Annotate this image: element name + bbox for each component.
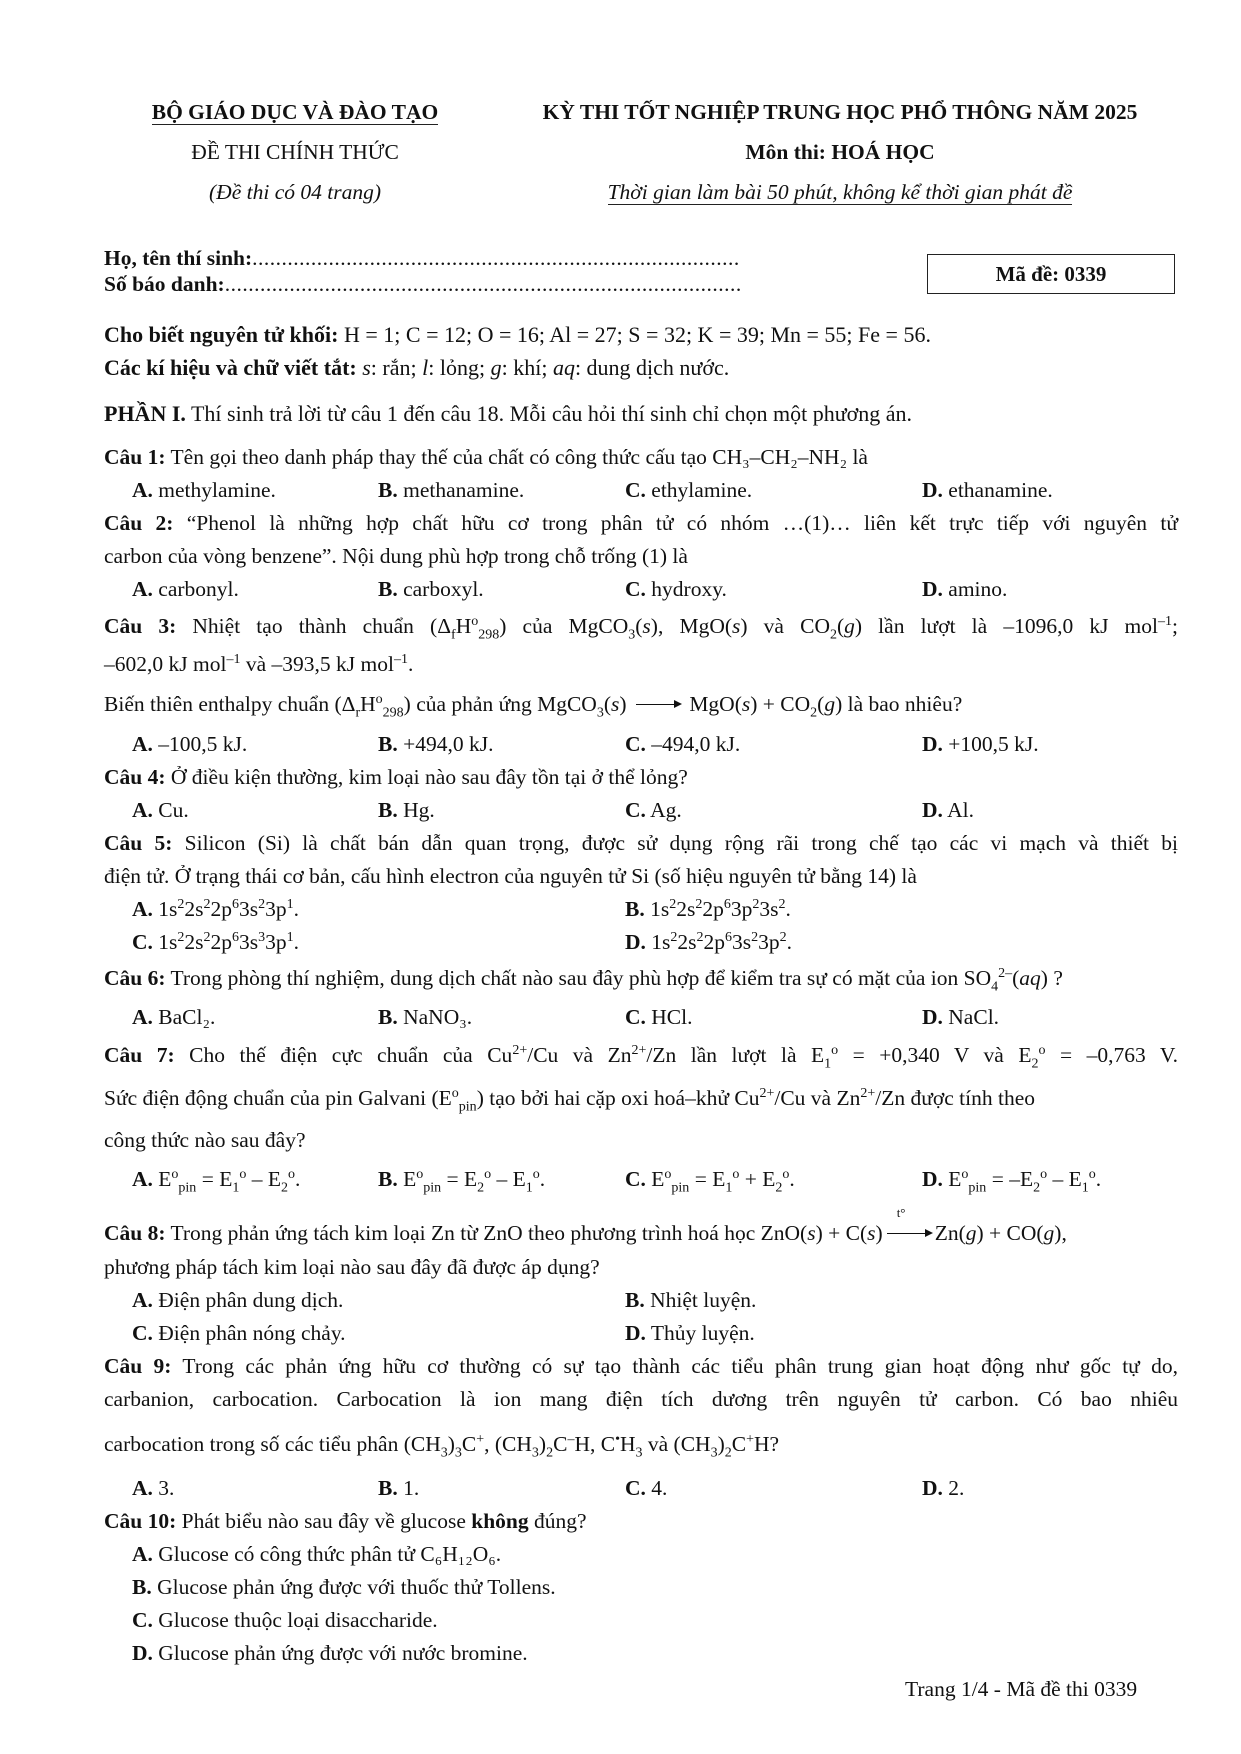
q2-option-b[interactable]: B. carboxyl. bbox=[378, 577, 484, 601]
question-7-stem-cont-2: công thức nào sau đây? bbox=[104, 1128, 306, 1152]
q7-option-c[interactable]: C. $E^o_{pin} = E_1^o + E_2^o$. bbox=[625, 1166, 795, 1196]
q4-option-c[interactable]: C. Ag. bbox=[625, 798, 682, 822]
page-footer: Trang 1/4 - Mã đề thi 0339 bbox=[905, 1677, 1138, 1701]
question-1-stem: Câu 1: Tên gọi theo danh pháp thay thế của chất có công thức cấu tạo CH₃–CH₂–NH₂ là bbox=[104, 445, 868, 469]
q4-option-a[interactable]: A. Cu. bbox=[132, 798, 189, 822]
q5-option-a[interactable]: A. $1s^22s^22p^63s^23p^1$. bbox=[132, 896, 300, 921]
q8-option-d[interactable]: D. Thủy luyện. bbox=[625, 1321, 755, 1345]
q9-option-d[interactable]: D. 2. bbox=[922, 1476, 965, 1500]
q4-option-d[interactable]: D. Al. bbox=[922, 798, 974, 822]
question-7-stem: Câu 7: Cho thế điện cực chuẩn của $Cu^{2+}/Cu$ và $Zn^{2+}/Zn$ lần lượt là $E_1^o = +0,340$ V và $E_2^o = -0,763$ V. bbox=[104, 1042, 1178, 1072]
q10-option-b[interactable]: B. Glucose phản ứng được với thuốc thử Tollens. bbox=[132, 1575, 556, 1599]
candidate-name-label: Họ, tên thí sinh:................................................................................... bbox=[104, 246, 740, 270]
q3-option-c[interactable]: C. –494,0 kJ. bbox=[625, 732, 741, 756]
q7-option-b[interactable]: B. $E^o_{pin} = E_2^o - E_1^o$. bbox=[378, 1166, 546, 1196]
question-8-stem-cont: phương pháp tách kim loại nào sau đây đã được áp dụng? bbox=[104, 1255, 600, 1279]
candidate-id-label: Số báo danh:........................................................................................ bbox=[104, 272, 742, 296]
q1-option-c[interactable]: C. ethylamine. bbox=[625, 478, 753, 502]
subject-label: Môn thi: HOÁ HỌC bbox=[745, 140, 935, 164]
q2-option-d[interactable]: D. amino. bbox=[922, 577, 1008, 601]
question-4-stem: Câu 4: Ở điều kiện thường, kim loại nào sau đây tồn tại ở thể lỏng? bbox=[104, 765, 688, 789]
ministry-name: BỘ GIÁO DỤC VÀ ĐÀO TẠO bbox=[151, 100, 439, 124]
q1-option-b[interactable]: B. methanamine. bbox=[378, 478, 525, 502]
q8-option-a[interactable]: A. Điện phân dung dịch. bbox=[132, 1288, 344, 1312]
q6-option-a[interactable]: A. BaCl₂. bbox=[132, 1005, 216, 1029]
q5-option-d[interactable]: D. $1s^22s^22p^63s^23p^2$. bbox=[625, 929, 793, 954]
exam-code-box: Mã đề: 0339 bbox=[927, 254, 1175, 294]
q10-option-d[interactable]: D. Glucose phản ứng được với nước bromine. bbox=[132, 1641, 528, 1665]
q9-option-a[interactable]: A. 3. bbox=[132, 1476, 175, 1500]
q7-option-a[interactable]: A. $E^o_{pin} = E_1^o - E_2^o$. bbox=[132, 1166, 301, 1196]
question-9-stem-cont: carbanion, carbocation. Carbocation là ion mang điện tích dương trên nguyên tử carbon. Có bao nhiêu bbox=[104, 1387, 1178, 1411]
q9-option-b[interactable]: B. 1. bbox=[378, 1476, 420, 1500]
q2-option-c[interactable]: C. hydroxy. bbox=[625, 577, 727, 601]
question-10-stem: Câu 10: Phát biểu nào sau đây về glucose không đúng? bbox=[104, 1509, 587, 1533]
q3-option-b[interactable]: B. +494,0 kJ. bbox=[378, 732, 494, 756]
q7-option-d[interactable]: D. $E^o_{pin} = -E_2^o - E_1^o$. bbox=[922, 1166, 1102, 1196]
q3-option-d[interactable]: D. +100,5 kJ. bbox=[922, 732, 1039, 756]
q2-option-a[interactable]: A. carbonyl. bbox=[132, 577, 239, 601]
time-note: Thời gian làm bài 50 phút, không kể thời gian phát đề bbox=[607, 180, 1073, 204]
q3-option-a[interactable]: A. –100,5 kJ. bbox=[132, 732, 248, 756]
q6-option-c[interactable]: C. HCl. bbox=[625, 1005, 693, 1029]
question-2-stem: Câu 2: “Phenol là những hợp chất hữu cơ trong phân tử có nhóm …(1)… liên kết trực tiếp với nguyên tử bbox=[104, 511, 1178, 535]
question-9-stem: Câu 9: Trong các phản ứng hữu cơ thường có sự tạo thành các tiểu phân trung gian hoạt động như gốc tự do, bbox=[104, 1354, 1178, 1378]
question-3-stem-2: Biến thiên enthalpy chuẩn $(\Delta_rH^o_{298})$ của phản ứng MgCO$_3$(s) $MgO(s) + CO_2(g)$ là bao nhiêu? bbox=[104, 691, 963, 721]
q9-option-c[interactable]: C. 4. bbox=[625, 1476, 668, 1500]
question-5-stem: Câu 5: Silicon (Si) là chất bán dẫn quan trọng, được sử dụng rộng rãi trong chế tạo các vi mạch và thiết bị bbox=[104, 831, 1178, 855]
symbols-line: Các kí hiệu và chữ viết tắt: s: rắn; l: lỏng; g: khí; aq: dung dịch nước. bbox=[104, 355, 730, 380]
question-3-stem-cont: –602,0 kJ mol$^{-1}$ và –393,5 kJ mol$^{-1}$. bbox=[104, 651, 414, 676]
atomic-mass-line: Cho biết nguyên tử khối: H = 1; C = 12; O = 16; Al = 27; S = 32; K = 39; Mn = 55; Fe = 56. bbox=[104, 322, 931, 347]
question-7-stem-cont: Sức điện động chuẩn của pin Galvani $(E^o_{pin})$ tạo bởi hai cặp oxi hoá–khử $Cu^{2+}/Cu$ và $Zn^{2+}/Zn$ được tính theo bbox=[104, 1085, 1036, 1115]
question-6-stem: Câu 6: Trong phòng thí nghiệm, dung dịch chất nào sau đây phù hợp để kiểm tra sự có mặt của ion $SO_4^{2-}(aq)$ ? bbox=[104, 965, 1063, 995]
q5-option-b[interactable]: B. $1s^22s^22p^63p^23s^2$. bbox=[625, 896, 791, 921]
question-9-stem-cont-2: carbocation trong số các tiểu phân $(CH_3)_3C^+$, $(CH_3)_2C^-H$, $C^•H_3$ và $(CH_3)_2C^+H$? bbox=[104, 1431, 780, 1461]
question-5-stem-cont: điện tử. Ở trạng thái cơ bản, cấu hình electron của nguyên tử Si (số hiệu nguyên tử bằng 14) là bbox=[104, 864, 917, 888]
q1-option-d[interactable]: D. ethanamine. bbox=[922, 478, 1053, 502]
pages-note: (Đề thi có 04 trang) bbox=[209, 180, 381, 204]
q8-option-b[interactable]: B. Nhiệt luyện. bbox=[625, 1288, 757, 1312]
part1-instruction: PHẦN I. Thí sinh trả lời từ câu 1 đến câu 18. Mỗi câu hỏi thí sinh chỉ chọn một phương án. bbox=[104, 401, 913, 426]
q5-option-c[interactable]: C. $1s^22s^22p^63s^33p^1$. bbox=[132, 929, 300, 954]
q8-option-c[interactable]: C. Điện phân nóng chảy. bbox=[132, 1321, 346, 1345]
question-8-stem: Câu 8: Trong phản ứng tách kim loại Zn từ ZnO theo phương trình hoá học ZnO(s) + C(s) t° Zn(g) + CO(g), bbox=[104, 1205, 1067, 1245]
q10-option-a[interactable]: A. Glucose có công thức phân tử C₆H₁₂O₆. bbox=[132, 1542, 502, 1566]
question-3-stem: Câu 3: Nhiệt tạo thành chuẩn $(\Delta_fH^o_{298})$ của MgCO$_3$(s), MgO(s) và $CO_2(g)$ lần lượt là –1096,0 kJ mol$^{-1}$; bbox=[104, 613, 1178, 643]
q4-option-b[interactable]: B. Hg. bbox=[378, 798, 435, 822]
q6-option-d[interactable]: D. NaCl. bbox=[922, 1005, 1000, 1029]
q6-option-b[interactable]: B. NaNO₃. bbox=[378, 1005, 473, 1029]
q1-option-a[interactable]: A. methylamine. bbox=[132, 478, 276, 502]
question-2-stem-cont: carbon của vòng benzene”. Nội dung phù hợp trong chỗ trống (1) là bbox=[104, 544, 688, 568]
q10-option-c[interactable]: C. Glucose thuộc loại disaccharide. bbox=[132, 1608, 438, 1632]
official-exam-label: ĐỀ THI CHÍNH THỨC bbox=[191, 140, 399, 164]
exam-title: KỲ THI TỐT NGHIỆP TRUNG HỌC PHỔ THÔNG NĂM 2025 bbox=[542, 100, 1138, 124]
